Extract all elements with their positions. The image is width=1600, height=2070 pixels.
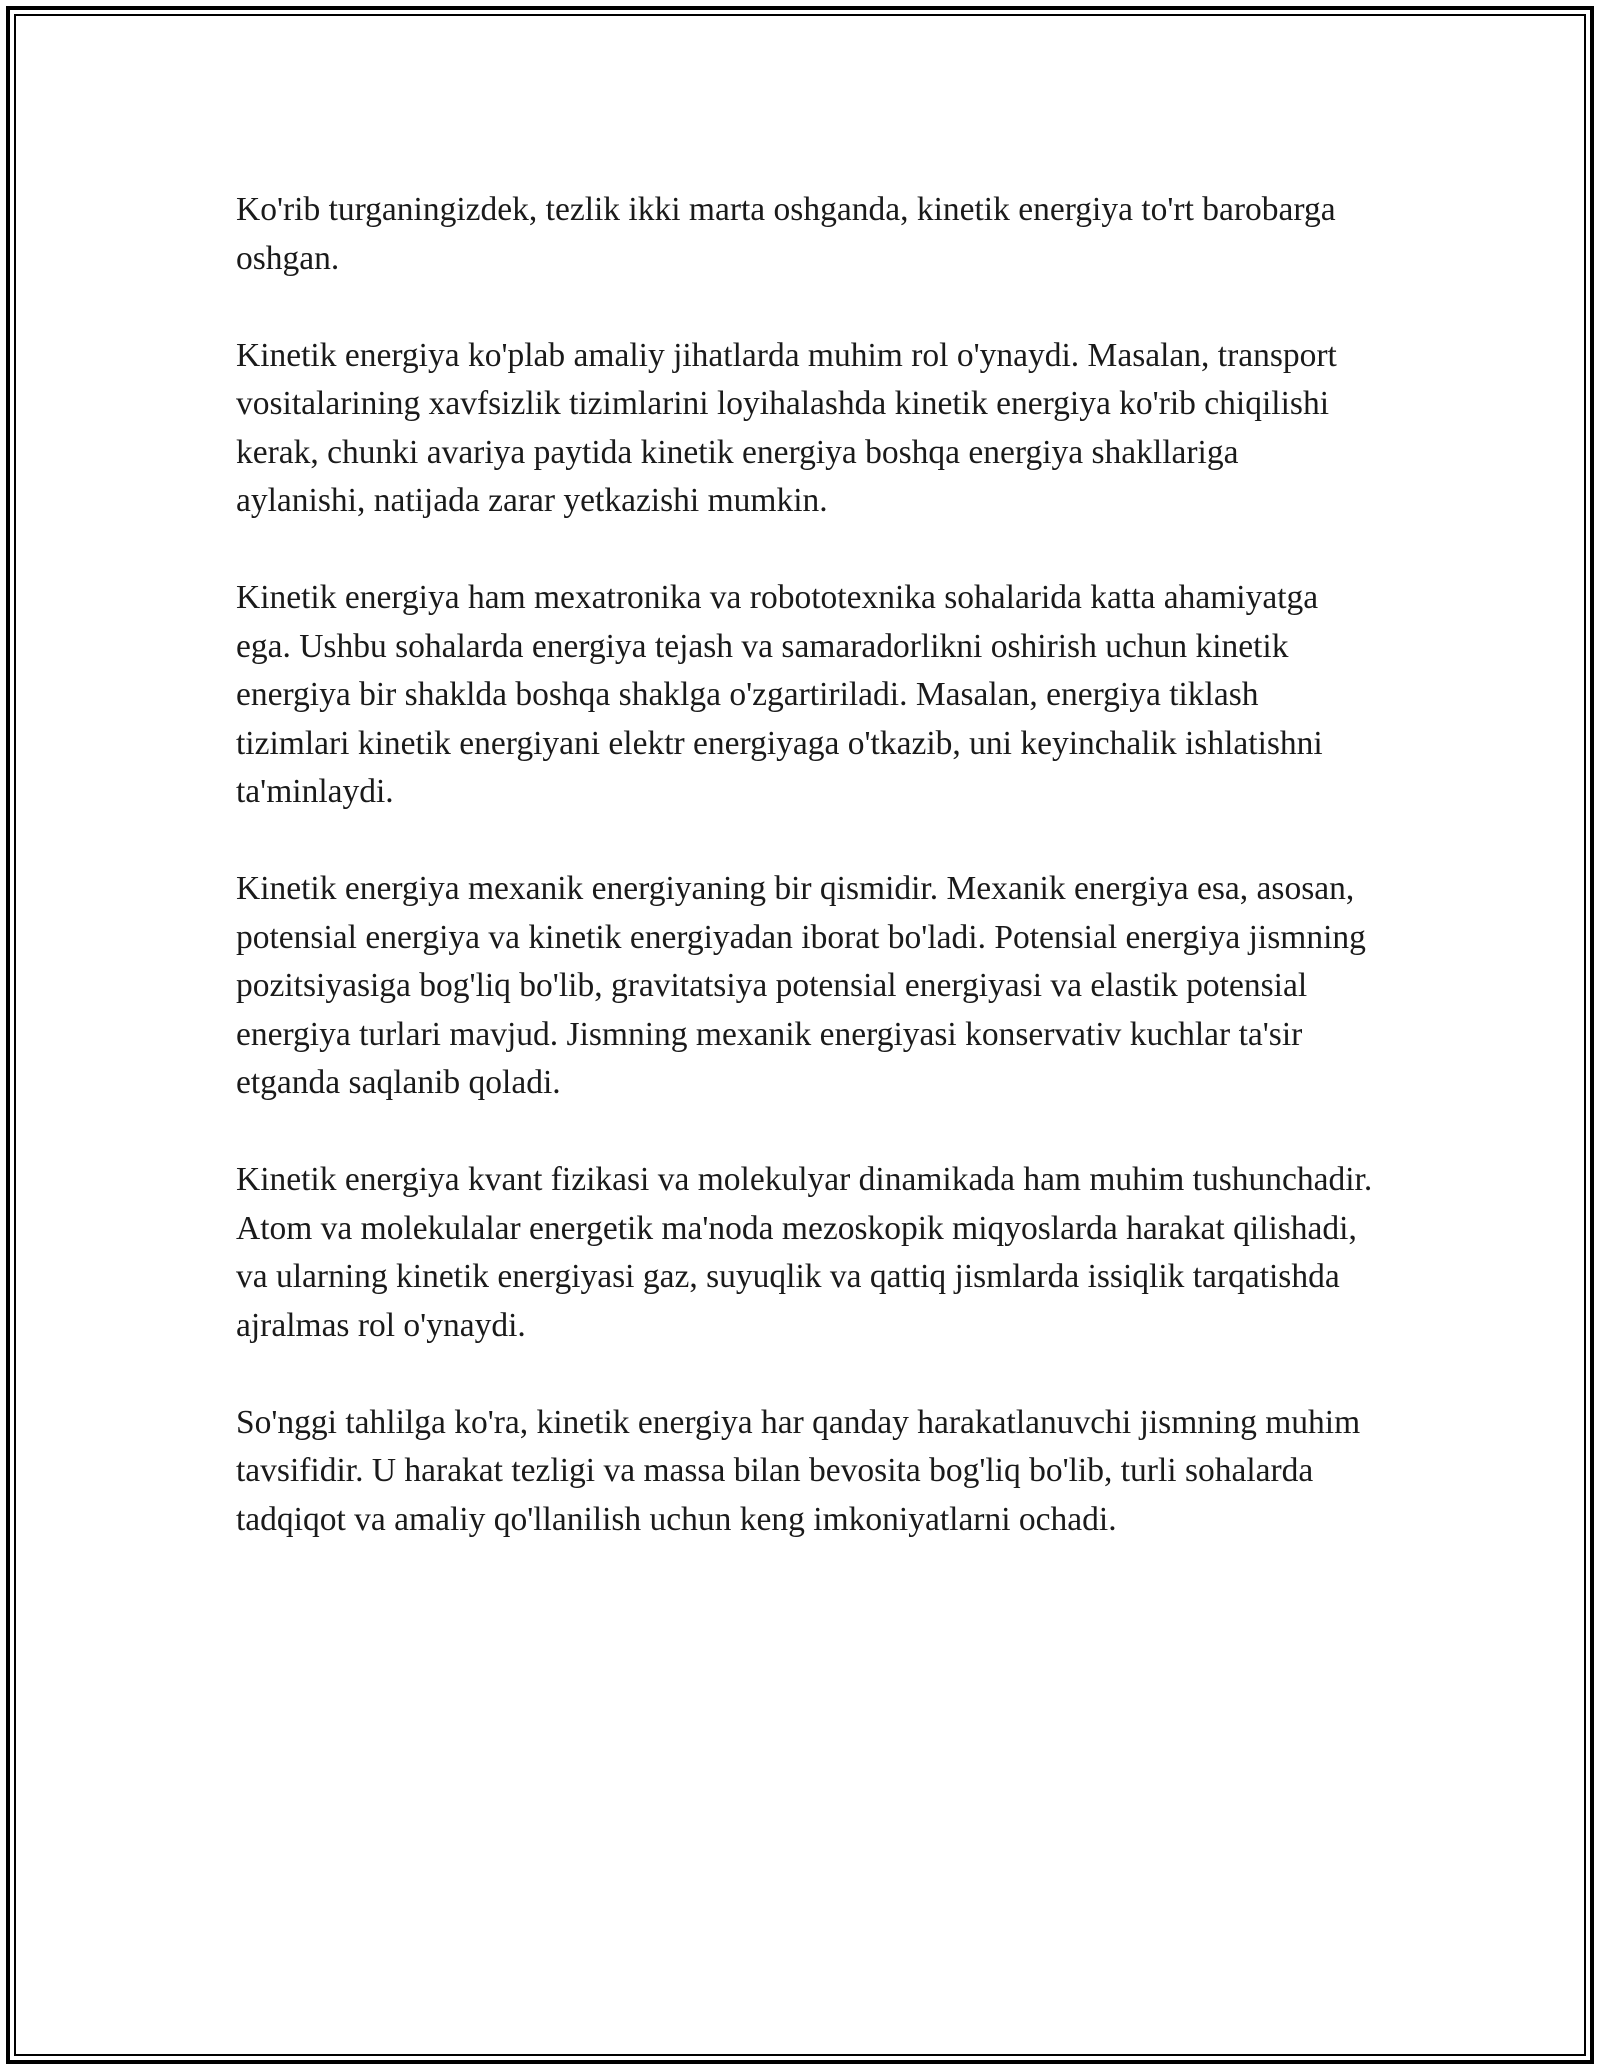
paragraph-6: So'nggi tahlilga ko'ra, kinetik energiya har qanday harakatlanuvchi jismning muhim tavsifidir. U harakat tezligi va massa bilan bevosita bog'liq bo'lib, turli sohalarda tadqiqot va amaliy qo'llanilish uchun keng imkoniyatlarni ochadi. <box>236 1403 1361 1538</box>
paragraph-3: Kinetik energiya ham mexatronika va robototexnika sohalarida katta ahamiyatga ega. Ushbu sohalarda energiya tejash va samaradorlikni oshirish uchun kinetik energiya bir shaklda boshqa shaklga o'zgartiriladi. Masalan, energiya tiklash tizimlari kinetik energiyani elektr energiyaga o'tkazib, uni keyinchalik ishlatishni ta'minlaydi. <box>236 579 1323 810</box>
document-body <box>236 186 1376 1593</box>
paragraph-1: Ko'rib turganingizdek, tezlik ikki marta oshganda, kinetik energiya to'rt barobarga oshgan. <box>236 191 1336 277</box>
paragraph-2: Kinetik energiya ko'plab amaliy jihatlarda muhim rol o'ynaydi. Masalan, transport vositalarining xavfsizlik tizimlarini loyihalashda kinetik energiya ko'rib chiqilishi kerak, chunki avariya paytida kinetik energiya boshqa energiya shakllariga aylanishi, natijada zarar yetkazishi mumkin. <box>236 336 1337 519</box>
paragraph-5: Kinetik energiya kvant fizikasi va molekulyar dinamikada ham muhim tushunchadir. Atom va molekulalar energetik ma'noda mezoskopik miqyoslarda harakat qilishadi, va ularning kinetik energiyasi gaz, suyuqlik va qattiq jismlarda issiqlik tarqatishda ajralmas rol o'ynaydi. <box>236 1161 1373 1344</box>
paragraph-4: Kinetik energiya mexanik energiyaning bir qismidir. Mexanik energiya esa, asosan, potensial energiya va kinetik energiyadan iborat bo'ladi. Potensial energiya jismning pozitsiyasiga bog'liq bo'lib, gravitatsiya potensial energiyasi va elastik potensial energiya turlari mavjud. Jismning mexanik energiyasi konservativ kuchlar ta'sir etganda saqlanib qoladi. <box>236 870 1366 1101</box>
